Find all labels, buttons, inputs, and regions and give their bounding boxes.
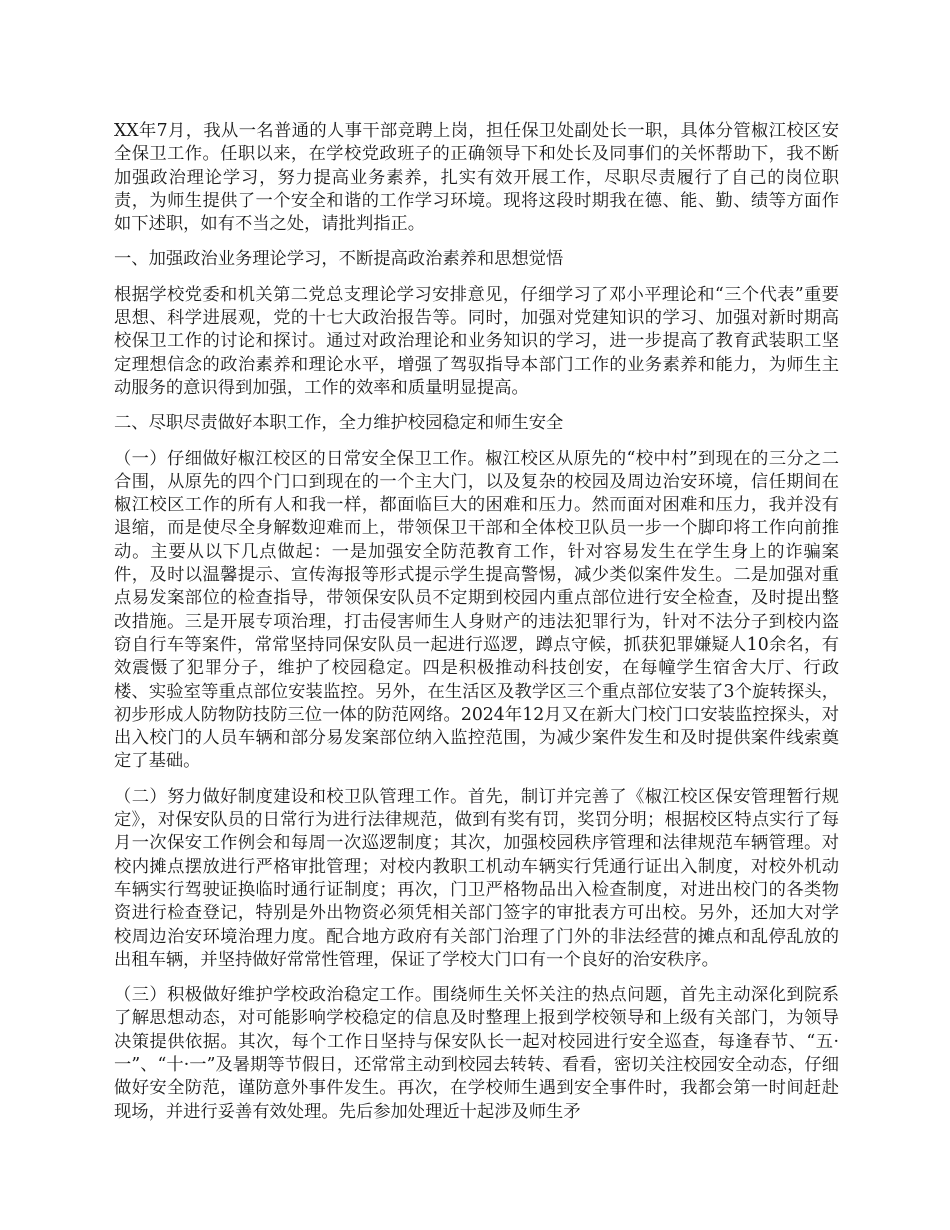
section-heading-2: 二、尽职尽责做好本职工作，全力维护校园稳定和师生安全	[114, 413, 564, 434]
section-1-paragraph: 根据学校党委和机关第二党总支理论学习安排意见，仔细学习了邓小平理论和“三个代表”重要思想、科学进展观，党的十七大政治报告等。同时，加强对党建知识的学习、加强对新时期高校保卫工作的讨论和探讨。通过对政治理论和业务知识的学习，进一步提高了教育武装职工坚定理想信念的政治素养和理论水平，增强了驾驭指导本部门工作的业务素养和能力，为师生主动服务的意识得到加强，工作的效率和质量明显提高。	[114, 284, 839, 398]
section-heading-1: 一、加强政治业务理论学习，不断提高政治素养和思想觉悟	[114, 249, 564, 270]
section-2-paragraph-2: （二）努力做好制度建设和校卫队管理工作。首先，制订并完善了《椒江校区保安管理暂行规定》，对保安队员的日常行为进行法律规范，做到有奖有罚，奖罚分明；根据校区特点实行了每月一次保安工作例会和每周一次巡逻制度；其次，加强校园秩序管理和法律规范车辆管理。对校内摊点摆放进行严格审批管理；对校内教职工机动车辆实行凭通行证出入制度，对校外机动车辆实行驾驶证换临时通行证制度；再次，门卫严格物品出入检查制度，对进出校门的各类物资进行检查登记，特别是外出物资必须凭相关部门签字的审批表方可出校。另外，还加大对学校周边治安环境治理力度。配合地方政府有关部门治理了门外的非法经营的摊点和乱停乱放的出租车辆，并坚持做好常常性管理，保证了学校大门口有一个良好的治安秩序。	[114, 786, 839, 970]
intro-paragraph: XX年7月，我从一名普通的人事干部竞聘上岗，担任保卫处副处长一职，具体分管椒江校区安全保卫工作。任职以来，在学校党政班子的正确领导下和处长及同事们的关怀帮助下，我不断加强政治理论学习，努力提高业务素养，扎实有效开展工作，尽职尽责履行了自己的岗位职责，为师生提供了一个安全和谐的工作学习环境。现将这段时期我在德、能、勤、绩等方面作如下述职，如有不当之处，请批判指正。	[114, 121, 839, 235]
document-page	[114, 120, 839, 1136]
section-2-paragraph-3: （三）积极做好维护学校政治稳定工作。围绕师生关怀关注的热点问题，首先主动深化到院系了解思想动态，对可能影响学校稳定的信息及时整理上报到学校领导和上级有关部门，为领导决策提供依据。其次，每个工作日坚持与保安队长一起对校园进行安全巡查，每逢春节、“五·一”、“十·一”及暑期等节假日，还常常主动到校园去转转、看看，密切关注校园安全动态，仔细做好安全防范，谨防意外事件发生。再次，在学校师生遇到安全事件时，我都会第一时间赶赴现场，并进行妥善有效处理。先后参加处理近十起涉及师生矛	[114, 985, 839, 1122]
section-2-paragraph-1: （一）仔细做好椒江校区的日常安全保卫工作。椒江校区从原先的“校中村”到现在的三分之二合围，从原先的四个门口到现在的一个主大门，以及复杂的校园及周边治安环境，信任期间在椒江校区工作的所有人和我一样，都面临巨大的困难和压力。然而面对困难和压力，我并没有退缩，而是使尽全身解数迎难而上，带领保卫干部和全体校卫队员一步一个脚印将工作向前推动。主要从以下几点做起：一是加强安全防范教育工作，针对容易发生在学生身上的诈骗案件，及时以温馨提示、宣传海报等形式提示学生提高警惕，减少类似案件发生。二是加强对重点易发案部位的检查指导，带领保安队员不定期到校园内重点部位进行安全检查，及时提出整改措施。三是开展专项治理，打击侵害师生人身财产的违法犯罪行为，针对不法分子到校内盗窃自行车等案件，常常坚持同保安队员一起进行巡逻，蹲点守候，抓获犯罪嫌疑人10余名，有效震慑了犯罪分子，维护了校园稳定。四是积极推动科技创安，在每幢学生宿舍大厅、行政楼、实验室等重点部位安装监控。另外，在生活区及教学区三个重点部位安装了3个旋转探头，初步形成人防物防技防三位一体的防范网络。2024年12月又在新大门校门口安装监控探头，对出入校门的人员车辆和部分易发案部位纳入监控范围，为减少案件发生和及时提供案件线索奠定了基础。	[114, 448, 839, 772]
